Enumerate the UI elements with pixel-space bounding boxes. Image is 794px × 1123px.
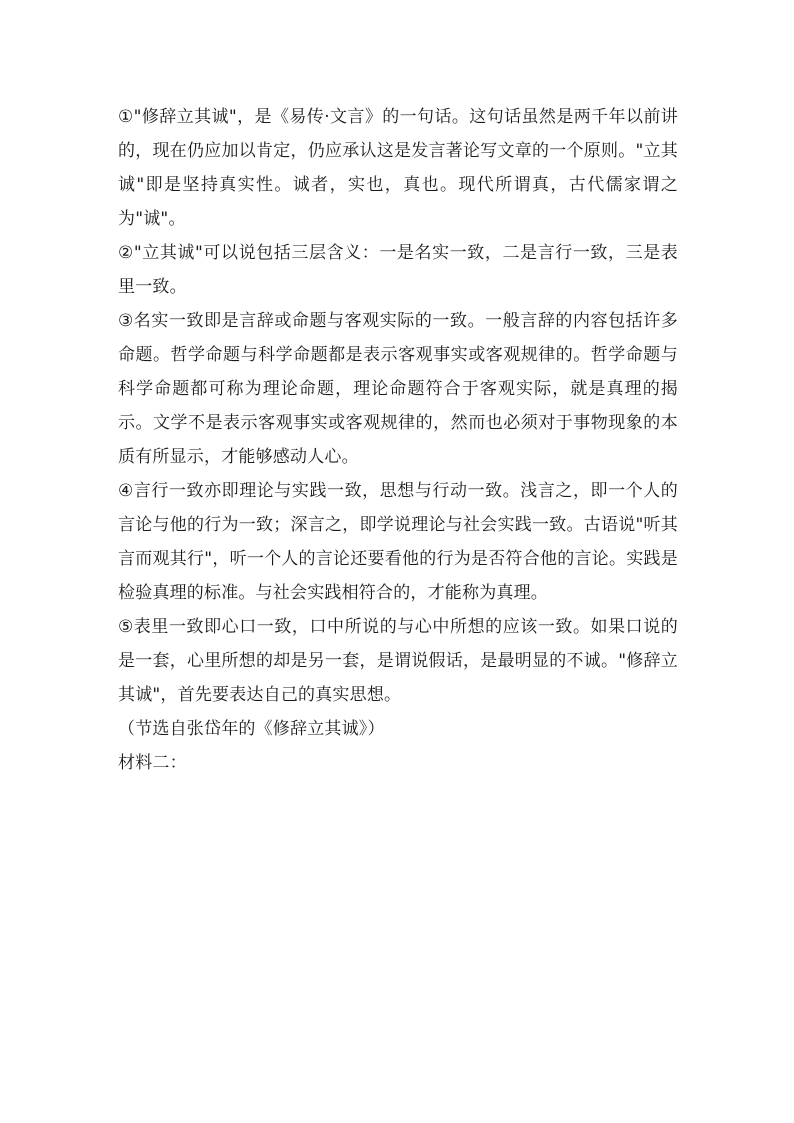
paragraph-1: ①"修辞立其诚"，是《易传·文言》的一句话。这句话虽然是两千年以前讲的，现在仍应加以肯定，仍应承认这是发言著论写文章的一个原则。"立其诚"即是坚持真实性。诚者，实也，真也。现代所谓真，古代儒家谓之为"诚"。	[118, 107, 678, 229]
paragraph-2: ②"立其诚"可以说包括三层含义：一是名实一致，二是言行一致，三是表里一致。	[118, 243, 678, 297]
source-citation: （节选自张岱年的《修辞立其诚》）	[118, 719, 385, 739]
material-two-heading: 材料二：	[118, 753, 187, 773]
paragraph-4: ④言行一致亦即理论与实践一致，思想与行动一致。浅言之，即一个人的言论与他的行为一致；深言之，即学说理论与社会实践一致。古语说"听其言而观其行"，听一个人的言论还要看他的行为是否符合他的言论。实践是检验真理的标准。与社会实践相符合的，才能称为真理。	[118, 481, 678, 603]
paragraph-5: ⑤表里一致即心口一致，口中所说的与心中所想的应该一致。如果口说的是一套，心里所想的却是另一套，是谓说假话，是最明显的不诚。"修辞立其诚"，首先要表达自己的真实思想。	[118, 617, 678, 705]
paragraph-3: ③名实一致即是言辞或命题与客观实际的一致。一般言辞的内容包括许多命题。哲学命题与科学命题都是表示客观事实或客观规律的。哲学命题与科学命题都可称为理论命题，理论命题符合于客观实际，就是真理的揭示。文学不是表示客观事实或客观规律的，然而也必须对于事物现象的本质有所显示，才能够感动人心。	[118, 311, 678, 467]
document-body	[118, 100, 678, 780]
